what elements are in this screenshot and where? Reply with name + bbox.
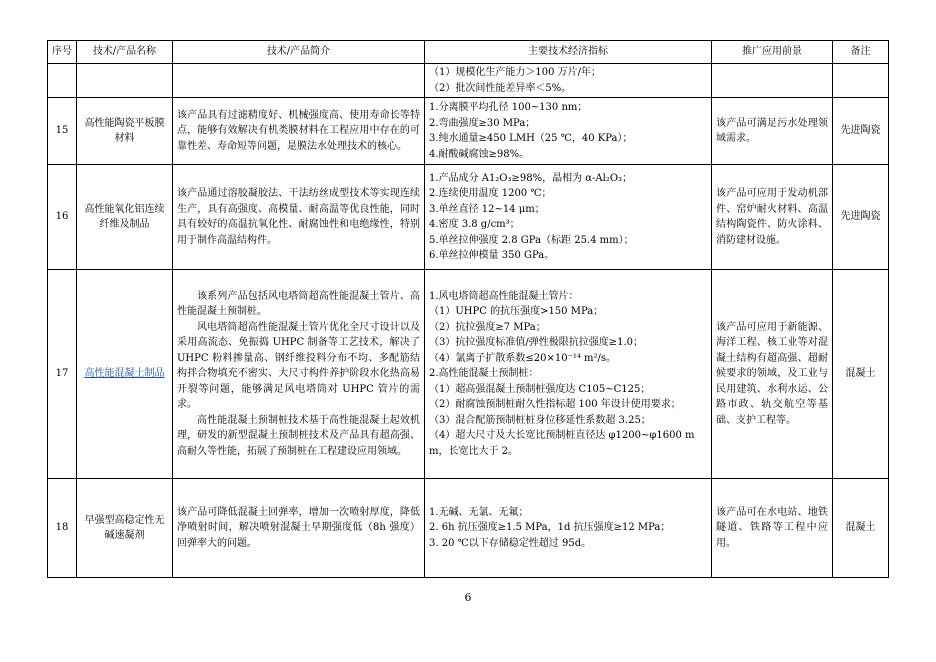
cell-note: 先进陶瓷: [833, 165, 889, 270]
cell-index: [48, 64, 77, 98]
cell-product-name: [77, 270, 173, 479]
cell-indicators: [425, 64, 712, 98]
cell-note: 先进陶瓷: [833, 98, 889, 165]
intro-paragraph: 高性能混凝土预制桩技术基于高性能混凝土起效机理，研发的新型混凝土预制桩技术及产品具有超高强、高耐久等性能，拓展了预制桩在工程建设应用领域。: [177, 414, 420, 457]
cell-prospects: 该产品可应用于发动机部件、窑炉耐火材料、高温结构陶瓷件、防火涂料、消防建材设施。: [712, 165, 833, 270]
indicator-line: （3）混合配筋预制桩桩身位移延性系数超 3.25；: [429, 414, 651, 426]
indicator-line: 3.纯水通量≥450 LMH（25 ℃，40 KPa）；: [429, 133, 633, 144]
cell-product-name: [77, 64, 173, 98]
cell-index: 17: [48, 270, 77, 479]
cell-introduction: [173, 64, 425, 98]
indicator-line: 1.风电塔筒超高性能混凝土管片：: [429, 290, 579, 302]
table-row: [48, 98, 889, 165]
cell-introduction: [173, 270, 425, 479]
indicator-line: 1.产品成分 A1₂O₃≥98%，晶相为 α-Al₂O₃；: [429, 172, 633, 184]
indicator-line: （4）超大尺寸及大长宽比预制桩直径达 φ1200~φ1600 mm，长宽比大于 2。: [429, 430, 695, 457]
indicator-line: 2. 6h 抗压强度≥1.5 MPa，1d 抗压强度≥12 MPa；: [429, 522, 671, 534]
cell-note: [833, 64, 889, 98]
indicator-line: 2.弯曲强度≥30 MPa；: [429, 117, 536, 129]
table-row: [48, 270, 889, 479]
cell-indicators: [425, 98, 712, 165]
intro-paragraph: 该产品通过溶胶凝胶法、干法纺丝成型技术等实现连续生产，具有高强度、高模量、耐高温等优良性能，同时具有较好的高温抗氧化性、耐腐蚀性和电绝缘性，特别用于制作高温结构件。: [177, 188, 420, 246]
cell-index: 16: [48, 165, 77, 270]
table-header-row: [48, 41, 889, 64]
header-notes: 备注: [833, 41, 889, 64]
table-row: [48, 165, 889, 270]
cell-indicators: [425, 479, 712, 578]
table-row: [48, 479, 889, 578]
indicator-line: 1.分离膜平均孔径 100~130 nm；: [429, 102, 588, 113]
indicator-line: （1）UHPC 的抗压强度>150 MPa；: [429, 306, 604, 318]
indicator-line: （1）规模化生产能力＞100 万片/年；: [429, 67, 601, 78]
indicator-line: 1.无碱、无氯、无氟；: [429, 506, 529, 518]
cell-prospects: 该产品可在水电站、地铁隧道、铁路等工程中应用。: [712, 479, 833, 578]
intro-paragraph: 该产品可降低混凝土回弹率，增加一次喷射厚度，降低净喷射时间，解决喷射混凝土早期强度低（8h 强度）回弹率大的问题。: [177, 506, 420, 549]
header-product-name: 技术/产品名称: [77, 41, 173, 64]
indicator-line: （2）批次间性能差异率＜5%。: [429, 82, 572, 94]
indicator-line: 4.耐酸碱腐蚀≥98%。: [429, 148, 530, 160]
table-row: [48, 64, 889, 98]
cell-index: 18: [48, 479, 77, 578]
cell-introduction: [173, 165, 425, 270]
cell-prospects: 该产品可满足污水处理领域需求。: [712, 98, 833, 165]
indicator-line: 6.单丝拉伸模量 350 GPa。: [429, 250, 555, 261]
indicator-line: （2）抗拉强度≥7 MPa；: [429, 321, 546, 333]
cell-product-name: 高性能氧化铝连续纤维及制品: [77, 165, 173, 270]
cell-indicators: [425, 165, 712, 270]
indicator-line: 2.高性能混凝土预制桩：: [429, 368, 539, 380]
indicator-line: 5.单丝拉伸强度 2.8 GPa（标距 25.4 mm）；: [429, 234, 634, 246]
indicator-line: 3. 20 ℃以下存储稳定性超过 95d。: [429, 537, 592, 549]
cell-introduction: [173, 98, 425, 165]
cell-prospects: 该产品可应用于新能源、海洋工程、核工业等对混凝土结构有超高强、超耐候要求的领域，及工业与民用建筑、水利水运、公路市政、轨交航空等基础、支护工程等。: [712, 270, 833, 479]
header-prospects: 推广应用前景: [712, 41, 833, 64]
cell-note: 混凝土: [833, 270, 889, 479]
header-index: 序号: [48, 41, 77, 64]
indicator-line: （4）氯离子扩散系数≤20×10⁻¹⁴ m²/s。: [429, 352, 617, 364]
page-number: 6: [464, 591, 472, 604]
indicator-line: （2）耐腐蚀预制桩耐久性指标超 100 年设计使用要求；: [429, 399, 681, 411]
product-table: [47, 40, 889, 578]
indicator-line: （3）抗拉强度标准值/弹性极限抗拉强度≥1.0；: [429, 337, 644, 349]
header-indicators: 主要技术经济指标: [425, 41, 712, 64]
product-name-link[interactable]: 高性能混凝土制品: [84, 368, 165, 380]
cell-product-name: 高性能陶瓷平板膜材料: [77, 98, 173, 165]
cell-note: 混凝土: [833, 479, 889, 578]
indicator-line: 3.单丝直径 12~14 μm；: [429, 203, 545, 215]
indicator-line: 2.连续使用温度 1200 ℃；: [429, 188, 552, 199]
cell-indicators: [425, 270, 712, 479]
header-introduction: 技术/产品简介: [173, 41, 425, 64]
intro-paragraph: 该产品具有过滤精度好、机械强度高、使用寿命长等特点，能够有效解决有机类膜材料在工程应用中存在的可靠性差、寿命短等问题，是膜法水处理技术的核心。: [177, 109, 420, 152]
intro-paragraph: 风电塔筒超高性能混凝土管片优化全尺寸设计以及采用高流态、免振捣 UHPC 制备等工艺技术，解决了 UHPC 粉料掺量高、钢纤维投料分布不均、多配筋结构拌合物填充不密实、大尺寸构件养护阶段水化热高易开裂等问题，能够满足风电塔筒对 UHPC 管片的需求。: [177, 321, 420, 411]
cell-prospects: [712, 64, 833, 98]
cell-index: 15: [48, 98, 77, 165]
intro-paragraph: 该系列产品包括风电塔筒超高性能混凝土管片、高性能混凝土预制桩。: [177, 290, 420, 318]
cell-introduction: [173, 479, 425, 578]
indicator-line: 4.密度 3.8 g/cm³；: [429, 219, 520, 230]
indicator-line: （1）超高强混凝土预制桩强度达 C105~C125；: [429, 383, 651, 395]
cell-product-name: 早强型高稳定性无碱速凝剂: [77, 479, 173, 578]
